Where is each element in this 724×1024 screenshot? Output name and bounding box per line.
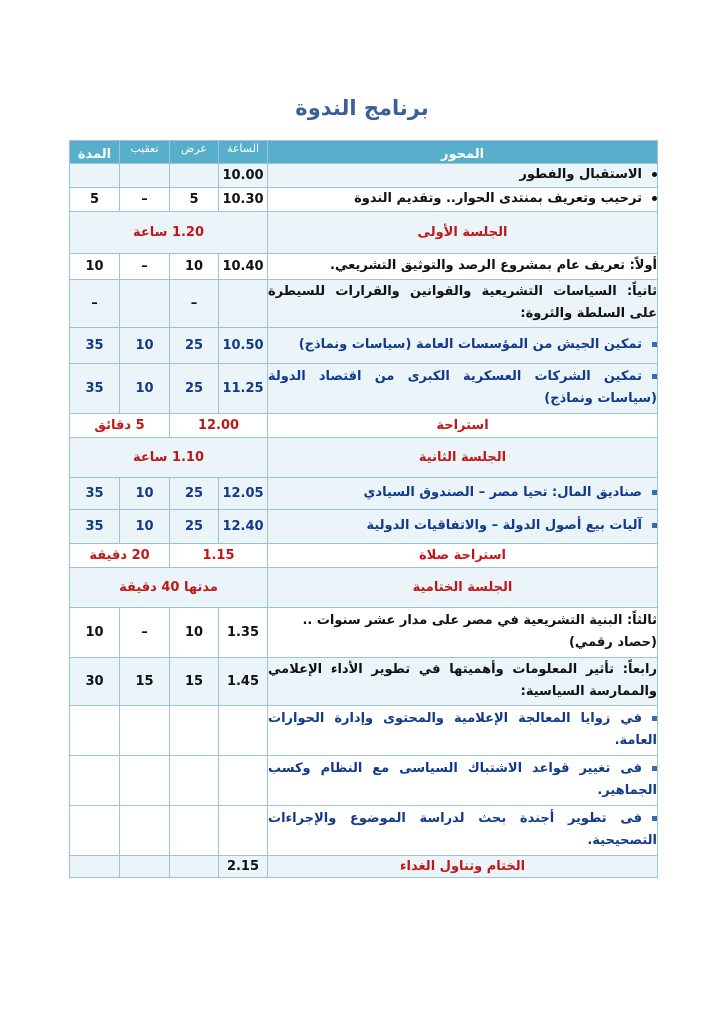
duration-cell: – [70, 279, 120, 327]
axis-text: تمكين الشركات العسكرية الكبرى من اقتصاد الدولة (سياسات ونماذج) [268, 368, 657, 407]
table-row [70, 187, 658, 211]
duration-cell [70, 164, 120, 188]
axis-cell [268, 164, 658, 188]
axis-text: فى تغيير قواعد الاشتباك السياسى مع النظام وكسب الجماهير. [268, 760, 657, 799]
session-row [70, 437, 658, 477]
program-table [69, 140, 658, 878]
table-row [70, 509, 658, 543]
axis-text: صناديق المال: تحيا مصر – الصندوق السيادي [363, 484, 642, 500]
session-row [70, 567, 658, 607]
bullet-icon [652, 172, 657, 177]
header-duration: المدة [70, 141, 120, 164]
session-row [70, 211, 658, 253]
duration-cell [70, 705, 120, 755]
present-cell: 25 [170, 363, 219, 413]
time-cell: 10.40 [219, 253, 268, 279]
comment-cell [120, 164, 170, 188]
comment-cell: – [120, 187, 170, 211]
table-row [70, 279, 658, 327]
square-bullet-icon [652, 523, 657, 528]
duration-cell [70, 855, 120, 877]
axis-cell [268, 363, 658, 413]
square-bullet-icon [652, 816, 657, 821]
duration-cell: 35 [70, 477, 120, 509]
table-row [70, 855, 658, 877]
axis-text: آليات بيع أصول الدولة – والاتفاقيات الدولية [366, 517, 642, 533]
axis-cell: ثانياً: السياسات التشريعية والقوانين والقرارات للسيطرة على السلطة والثروة: [268, 279, 658, 327]
comment-cell [120, 705, 170, 755]
session-duration: مدتها 40 دقيقة [70, 567, 268, 607]
duration-cell: 10 [70, 607, 120, 657]
present-cell: 25 [170, 327, 219, 363]
comment-cell: – [120, 607, 170, 657]
time-cell [219, 279, 268, 327]
time-cell: 12.05 [219, 477, 268, 509]
axis-text: الاستقبال والفطور [519, 167, 642, 182]
duration-cell: 10 [70, 253, 120, 279]
table-row [70, 327, 658, 363]
present-cell: 5 [170, 187, 219, 211]
square-bullet-icon [652, 716, 657, 721]
comment-cell [120, 805, 170, 855]
axis-text: فى تطوير أجندة بحث لدراسة الموضوع والإجراءات التصحيحية. [268, 810, 657, 849]
comment-cell [120, 279, 170, 327]
axis-text: تمكين الجيش من المؤسسات العامة (سياسات ونماذج) [298, 336, 642, 352]
session-duration: 1.10 ساعة [70, 437, 268, 477]
time-cell: 10.30 [219, 187, 268, 211]
square-bullet-icon [652, 342, 657, 347]
time-cell: 10.50 [219, 327, 268, 363]
header-comment: تعقيب [120, 141, 170, 164]
axis-cell [268, 187, 658, 211]
break-title: استراحة [268, 413, 658, 437]
square-bullet-icon [652, 490, 657, 495]
table-row [70, 755, 658, 805]
header-time: الساعة [219, 141, 268, 164]
comment-cell [120, 855, 170, 877]
axis-cell [268, 705, 658, 755]
break-row [70, 413, 658, 437]
break-time: 12.00 [170, 413, 268, 437]
program-title: برنامج الندوة [295, 96, 429, 120]
time-cell [219, 705, 268, 755]
table-row [70, 607, 658, 657]
duration-cell: 35 [70, 327, 120, 363]
axis-cell: أولاً: تعريف عام بمشروع الرصد والتوثيق التشريعي. [268, 253, 658, 279]
comment-cell: 10 [120, 477, 170, 509]
table-row [70, 805, 658, 855]
time-cell: 12.40 [219, 509, 268, 543]
present-cell [170, 164, 219, 188]
break-duration: 20 دقيقة [70, 543, 170, 567]
duration-cell: 5 [70, 187, 120, 211]
axis-cell [268, 755, 658, 805]
present-cell [170, 805, 219, 855]
duration-cell: 30 [70, 657, 120, 705]
table-header-row [70, 141, 658, 164]
bullet-icon [652, 196, 657, 201]
square-bullet-icon [652, 374, 657, 379]
axis-cell [268, 805, 658, 855]
axis-text: في زوايا المعالجة الإعلامية والمحتوى وإدارة الحوارات العامة. [268, 710, 657, 749]
duration-cell: 35 [70, 509, 120, 543]
axis-cell [268, 509, 658, 543]
comment-cell: 10 [120, 327, 170, 363]
axis-cell [268, 327, 658, 363]
present-cell: 10 [170, 607, 219, 657]
comment-cell: 15 [120, 657, 170, 705]
session-duration: 1.20 ساعة [70, 211, 268, 253]
break-title: استراحة صلاة [268, 543, 658, 567]
duration-cell: 35 [70, 363, 120, 413]
duration-cell [70, 755, 120, 805]
time-cell: 1.45 [219, 657, 268, 705]
break-row [70, 543, 658, 567]
header-axis: المحور [268, 141, 658, 164]
table-row [70, 657, 658, 705]
table-row [70, 705, 658, 755]
break-duration: 5 دقائق [70, 413, 170, 437]
header-present: عرض [170, 141, 219, 164]
time-cell [219, 755, 268, 805]
comment-cell: 10 [120, 363, 170, 413]
session-title: الجلسة الثانية [268, 437, 658, 477]
table-row [70, 363, 658, 413]
comment-cell: 10 [120, 509, 170, 543]
comment-cell [120, 755, 170, 805]
time-cell: 2.15 [219, 855, 268, 877]
axis-text: ترحيب وتعريف بمنتدى الحوار.. وتقديم الندوة [354, 190, 642, 206]
present-cell [170, 855, 219, 877]
present-cell [170, 755, 219, 805]
square-bullet-icon [652, 766, 657, 771]
present-cell [170, 705, 219, 755]
axis-cell: ثالثاً: البنية التشريعية في مصر على مدار عشر سنوات .. (حصاد رقمي) [268, 607, 658, 657]
closing-title: الختام وتناول الغداء [268, 855, 658, 877]
time-cell [219, 805, 268, 855]
present-cell: 10 [170, 253, 219, 279]
comment-cell: – [120, 253, 170, 279]
table-row [70, 477, 658, 509]
time-cell: 10.00 [219, 164, 268, 188]
duration-cell [70, 805, 120, 855]
present-cell: 25 [170, 477, 219, 509]
table-row [70, 164, 658, 188]
time-cell: 11.25 [219, 363, 268, 413]
present-cell: 25 [170, 509, 219, 543]
time-cell: 1.35 [219, 607, 268, 657]
session-title: الجلسة الأولى [268, 211, 658, 253]
present-cell: 15 [170, 657, 219, 705]
axis-cell: رابعاً: تأثير المعلومات وأهميتها في تطوير الأداء الإعلامي والممارسة السياسية: [268, 657, 658, 705]
break-time: 1.15 [170, 543, 268, 567]
present-cell: – [170, 279, 219, 327]
session-title: الجلسة الختامية [268, 567, 658, 607]
axis-cell [268, 477, 658, 509]
table-row [70, 253, 658, 279]
